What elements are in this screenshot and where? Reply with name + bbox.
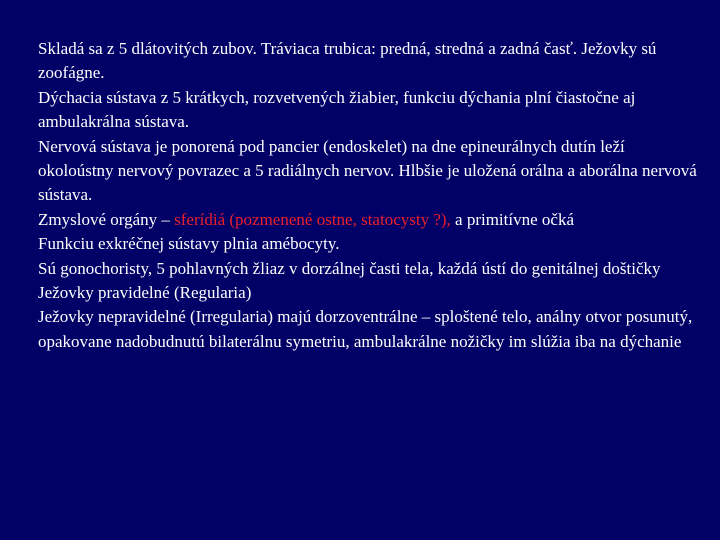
paragraph-sensory: [38, 208, 698, 232]
sensory-highlight-text: sferídiá (pozmenené ostne, statocysty ?),: [174, 209, 451, 229]
paragraph-teeth-digestive: Skladá sa z 5 dlátovitých zubov. Tráviaca trubica: predná, stredná a zadná časť. Ježovky sú zoofágne.: [38, 39, 657, 83]
sensory-text-before: Zmyslové orgány –: [38, 209, 175, 229]
slide-body-text: [38, 37, 698, 354]
paragraph-nervous: Nervová sústava je ponorená pod pancier (endoskelet) na dne epineurálnych dutín leží okoloústny nervový povrazec a 5 radiálnych nervov. Hlbšie je uložená orálna a aborálna nervová sústava.: [38, 136, 697, 205]
sensory-text-after: a primitívne očká: [450, 209, 574, 229]
paragraph-excretory: Funkciu exkréčnej sústavy plnia amébocyty.: [38, 234, 340, 254]
paragraph-regularia: Ježovky pravidelné (Regularia): [38, 283, 252, 303]
paragraph-irregularia: Ježovky nepravidelné (Irregularia) majú dorzoventrálne – sploštené telo, análny otvor posunutý, opakovane nadobudnutú bilaterálnu symetriu, ambulakrálne nožičky im slúžia iba na dýchanie: [38, 307, 693, 351]
paragraph-respiratory: Dýchacia sústava z 5 krátkych, rozvetvených žiabier, funkciu dýchania plní čiastočne aj ambulakrálna sústava.: [38, 87, 636, 132]
paragraph-reproductive: Sú gonochoristy, 5 pohlavných žliaz v dorzálnej časti tela, každá ústí do genitálnej doštičky: [38, 258, 661, 278]
